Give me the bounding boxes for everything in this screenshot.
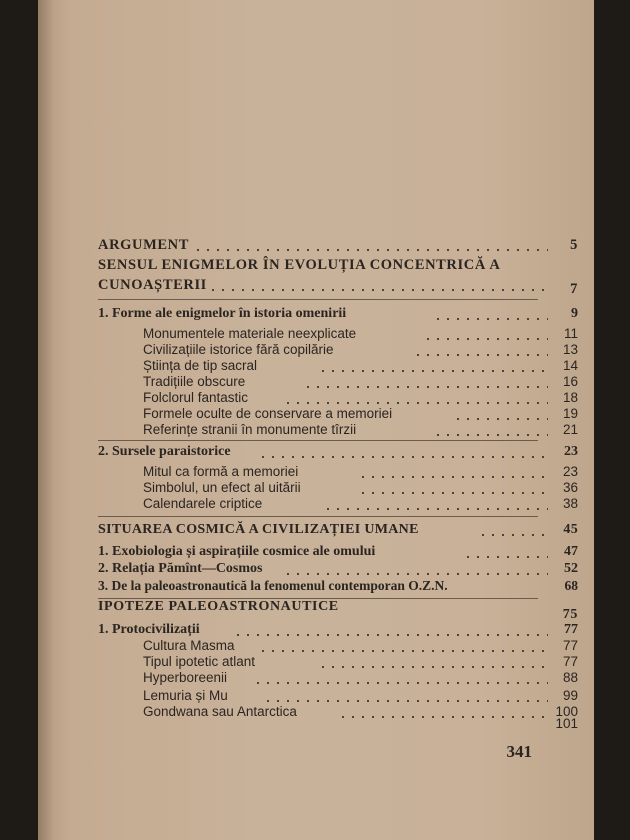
- toc-entry-page: 99: [562, 688, 578, 703]
- toc-entry-page: 38: [562, 496, 578, 511]
- toc-entry-title: SITUAREA COSMICĂ A CIVILIZAȚIEI UMANE: [98, 522, 419, 537]
- toc-entry-page: 14: [562, 358, 578, 373]
- book-page: [38, 0, 594, 840]
- toc-entry-page: 77: [562, 638, 578, 653]
- toc-entry-page: 18: [562, 390, 578, 405]
- toc-entry-title: 2. Relația Pămînt—Cosmos: [98, 561, 263, 576]
- toc-entry-page: 9: [571, 306, 578, 321]
- toc-entry-page: 101: [555, 716, 578, 731]
- toc-entry-page: 45: [563, 522, 578, 537]
- toc-entry-page: 11: [563, 326, 578, 341]
- toc-entry-title: 2. Sursele paraistorice: [98, 444, 231, 459]
- divider: [98, 440, 538, 441]
- toc-entry-title: Civilizațiile istorice fără copilărie: [143, 342, 334, 357]
- toc-entry-title: Hyperboreenii: [143, 670, 228, 685]
- toc-entry-page: 47: [564, 544, 578, 559]
- toc-entry-title: 1. Forme ale enigmelor în istoria omenirii: [98, 306, 347, 321]
- toc-entry-title: ARGUMENT: [98, 237, 189, 253]
- toc-entry-page: 19: [562, 406, 578, 421]
- toc-entry: [143, 421, 578, 439]
- toc-entry-page: 52: [564, 561, 578, 576]
- toc-entry: [98, 443, 578, 461]
- toc-entry-title: IPOTEZE PALEOASTRONAUTICE: [98, 599, 339, 614]
- toc-entry-title: SENSUL ENIGMELOR ÎN EVOLUȚIA CONCENTRICĂ A: [98, 257, 501, 273]
- toc-entry-page: 23: [562, 464, 578, 479]
- toc-entry: [98, 577, 578, 595]
- toc-entry-title: 3. De la paleoastronautică la fenomenul contemporan O.Z.N.: [98, 578, 448, 593]
- toc-entry-title: Știința de tip sacral: [143, 358, 258, 373]
- toc-entry-page: 100: [555, 704, 578, 719]
- toc-entry-page: 75: [562, 607, 578, 622]
- toc-entry-page: 13: [562, 342, 578, 357]
- toc-entry: [98, 236, 578, 254]
- toc-entry-title: Tipul ipotetic atlant: [143, 654, 256, 669]
- toc-entry-title: Tradițiile obscure: [143, 374, 246, 389]
- toc-entry-title: Simbolul, un efect al uitării: [143, 480, 301, 495]
- toc-entry-title: Mitul ca formă a memoriei: [143, 464, 299, 479]
- toc-entry-title: Calendarele criptice: [143, 496, 263, 511]
- toc-entry-title: CUNOAȘTERII: [98, 277, 207, 293]
- toc-entry-page: 77: [564, 622, 578, 637]
- toc-entry-page: 21: [562, 422, 578, 437]
- table-of-contents: [38, 0, 594, 840]
- toc-entry: [143, 669, 578, 687]
- toc-entry: [98, 305, 578, 323]
- toc-entry-page: 23: [564, 444, 578, 459]
- toc-entry-title: Lemuria și Mu: [143, 688, 228, 703]
- toc-entry-page: 77: [562, 654, 578, 669]
- toc-entry-page: 16: [562, 374, 578, 389]
- toc-entry-page: 88: [562, 670, 578, 685]
- toc-entry: [98, 276, 578, 298]
- toc-entry: [98, 256, 578, 274]
- toc-entry-title: Formele oculte de conservare a memoriei: [143, 406, 393, 421]
- toc-entry: [98, 560, 578, 578]
- toc-entry: [98, 543, 578, 561]
- page-number: 341: [506, 742, 532, 761]
- toc-entry-title: Gondwana sau Antarctica: [143, 704, 297, 719]
- toc-entry: [143, 703, 578, 721]
- divider: [98, 516, 538, 517]
- toc-entry-page: 68: [564, 578, 578, 593]
- toc-entry-title: Folclorul fantastic: [143, 390, 249, 405]
- toc-entry: [98, 521, 578, 539]
- toc-extra-page: [518, 714, 578, 734]
- toc-entry-title: Referințe stranii în monumente tîrzii: [143, 422, 357, 437]
- toc-entry-title: 1. Exobiologia și aspirațiile cosmice ale omului: [98, 544, 376, 559]
- toc-entry-title: 1. Protocivilizații: [98, 622, 200, 637]
- divider: [98, 299, 538, 300]
- toc-entry-title: Cultura Masma: [143, 638, 235, 653]
- toc-entry-page: 5: [570, 237, 578, 253]
- toc-entry-page: 36: [562, 480, 578, 495]
- toc-entry-page: 7: [570, 281, 578, 297]
- toc-entry-title: Monumentele materiale neexplicate: [143, 326, 357, 341]
- toc-entry: [143, 495, 578, 513]
